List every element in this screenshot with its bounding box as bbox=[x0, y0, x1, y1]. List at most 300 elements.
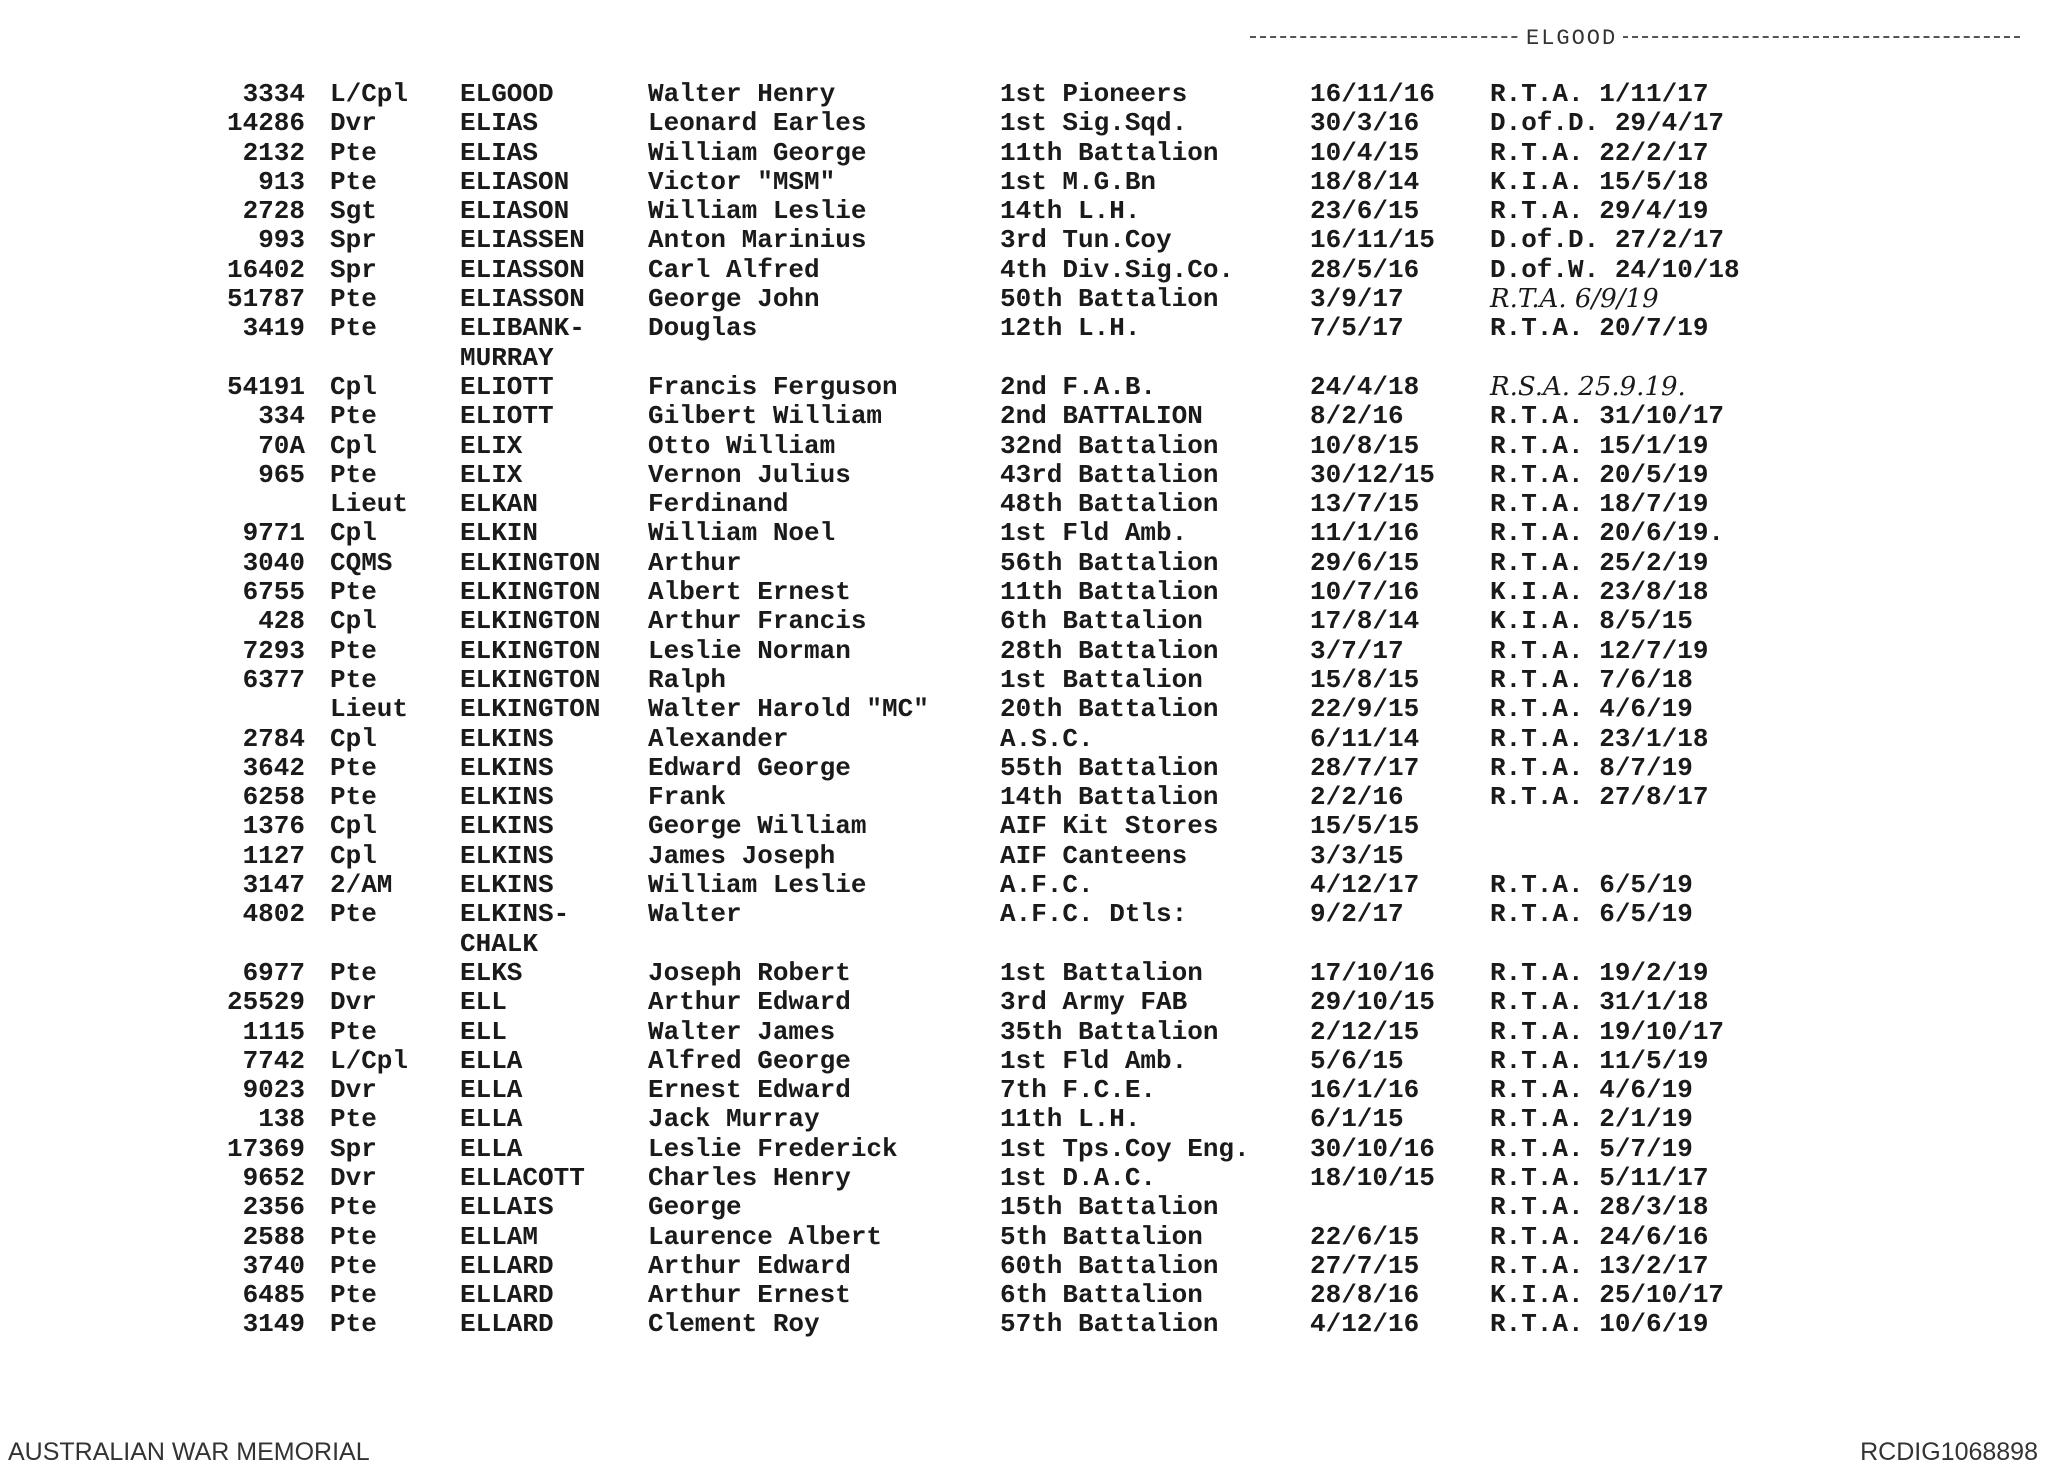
roll-row bbox=[200, 314, 1800, 373]
service-number: 7742 bbox=[242, 1045, 305, 1076]
roll-row bbox=[200, 432, 1800, 461]
given-names: Leonard Earles bbox=[648, 108, 867, 139]
roll-row bbox=[200, 461, 1800, 490]
fate-record: R.T.A. 10/6/19 bbox=[1490, 1309, 1709, 1340]
roll-row bbox=[200, 695, 1800, 724]
surname: ELKAN bbox=[460, 489, 539, 520]
roll-row bbox=[200, 1105, 1800, 1134]
roll-row bbox=[200, 725, 1800, 754]
given-names: Leslie Frederick bbox=[648, 1133, 898, 1164]
unit: 1st Tps.Coy Eng. bbox=[1000, 1133, 1250, 1164]
roll-row bbox=[200, 285, 1800, 314]
surname: ELLARD bbox=[460, 1309, 554, 1340]
enlistment-date: 6/11/14 bbox=[1310, 723, 1420, 754]
surname: ELLA bbox=[460, 1133, 523, 1164]
surname: ELLACOTT bbox=[460, 1162, 585, 1193]
footer-record-id: RCDIG1068898 bbox=[1860, 1438, 2038, 1466]
unit: 3rd Army FAB bbox=[1000, 987, 1188, 1018]
given-names: Albert Ernest bbox=[648, 577, 851, 608]
fate-record: R.T.A. 23/1/18 bbox=[1490, 723, 1709, 754]
surname: ELIASSON bbox=[460, 284, 585, 315]
service-number: 1115 bbox=[242, 1016, 305, 1047]
given-names: Clement Roy bbox=[648, 1309, 820, 1340]
enlistment-date: 16/11/15 bbox=[1310, 225, 1435, 256]
rank: Cpl bbox=[330, 518, 377, 549]
fate-record: R.T.A. 6/5/19 bbox=[1490, 899, 1693, 930]
fate-record: R.T.A. 7/6/18 bbox=[1490, 664, 1693, 695]
service-number: 6258 bbox=[242, 782, 305, 813]
given-names: Carl Alfred bbox=[648, 254, 820, 285]
given-names: Arthur Edward bbox=[648, 1250, 851, 1281]
enlistment-date: 15/8/15 bbox=[1310, 664, 1420, 695]
surname: ELIX bbox=[460, 430, 523, 461]
fate-record: K.I.A. 15/5/18 bbox=[1490, 166, 1709, 197]
surname: ELKINGTON bbox=[460, 694, 601, 725]
rank: Pte bbox=[330, 1309, 377, 1340]
service-number: 17369 bbox=[226, 1133, 305, 1164]
enlistment-date: 4/12/16 bbox=[1310, 1309, 1420, 1340]
unit: A.S.C. bbox=[1000, 723, 1094, 754]
surname: ELLAIS bbox=[460, 1192, 554, 1223]
rank: Pte bbox=[330, 1221, 377, 1252]
enlistment-date: 5/6/15 bbox=[1310, 1045, 1404, 1076]
service-number: 138 bbox=[258, 1104, 305, 1135]
surname: ELLARD bbox=[460, 1250, 554, 1281]
rank: L/Cpl bbox=[330, 79, 409, 109]
service-number: 428 bbox=[258, 606, 305, 637]
surname: ELIASSEN bbox=[460, 225, 585, 256]
fate-record: D.of.D. 27/2/17 bbox=[1490, 225, 1725, 256]
service-number: 9023 bbox=[242, 1075, 305, 1106]
service-number: 2588 bbox=[242, 1221, 305, 1252]
fate-record: R.T.A. 13/2/17 bbox=[1490, 1250, 1709, 1281]
unit: 1st Fld Amb. bbox=[1000, 1045, 1188, 1076]
surname: ELLARD bbox=[460, 1280, 554, 1311]
given-names: Gilbert William bbox=[648, 401, 883, 432]
surname: ELKINS bbox=[460, 723, 554, 754]
surname: ELKINGTON bbox=[460, 664, 601, 695]
roll-row bbox=[200, 139, 1800, 168]
service-number: 6485 bbox=[242, 1280, 305, 1311]
nominal-roll-list bbox=[200, 80, 1800, 1360]
unit: 6th Battalion bbox=[1000, 606, 1203, 637]
service-number: 913 bbox=[258, 166, 305, 197]
rank: Pte bbox=[330, 313, 377, 344]
fate-record: R.T.A. 4/6/19 bbox=[1490, 694, 1693, 725]
roll-row bbox=[200, 519, 1800, 548]
rank: Pte bbox=[330, 166, 377, 197]
unit: 5th Battalion bbox=[1000, 1221, 1203, 1252]
roll-row bbox=[200, 168, 1800, 197]
fate-record: K.I.A. 23/8/18 bbox=[1490, 577, 1709, 608]
fate-record: R.T.A. 5/7/19 bbox=[1490, 1133, 1693, 1164]
roll-row bbox=[200, 402, 1800, 431]
surname: ELIOTT bbox=[460, 401, 554, 432]
rank: Pte bbox=[330, 1016, 377, 1047]
unit: 1st Battalion bbox=[1000, 664, 1203, 695]
roll-row bbox=[200, 1164, 1800, 1193]
enlistment-date: 30/12/15 bbox=[1310, 459, 1435, 490]
surname: ELIAS bbox=[460, 137, 539, 168]
enlistment-date: 28/8/16 bbox=[1310, 1280, 1420, 1311]
given-names: Walter Henry bbox=[648, 79, 836, 109]
fate-record: R.T.A. 22/2/17 bbox=[1490, 137, 1709, 168]
service-number: 9652 bbox=[242, 1162, 305, 1193]
surname: ELKINS- CHALK bbox=[460, 899, 570, 959]
service-number: 334 bbox=[258, 401, 305, 432]
service-number: 3147 bbox=[242, 870, 305, 901]
rank: Cpl bbox=[330, 430, 377, 461]
fate-record: R.T.A. 20/7/19 bbox=[1490, 313, 1709, 344]
enlistment-date: 10/8/15 bbox=[1310, 430, 1420, 461]
service-number: 16402 bbox=[226, 254, 305, 285]
unit: 1st Sig.Sqd. bbox=[1000, 108, 1188, 139]
given-names: Alexander bbox=[648, 723, 789, 754]
rank: Pte bbox=[330, 899, 377, 930]
given-names: Edward George bbox=[648, 752, 851, 783]
enlistment-date: 22/9/15 bbox=[1310, 694, 1420, 725]
enlistment-date: 16/1/16 bbox=[1310, 1075, 1420, 1106]
given-names: Victor "MSM" bbox=[648, 166, 836, 197]
fate-record: R.T.A. 27/8/17 bbox=[1490, 782, 1709, 813]
surname: ELL bbox=[460, 987, 507, 1018]
service-number: 2132 bbox=[242, 137, 305, 168]
rank: Pte bbox=[330, 577, 377, 608]
unit: 28th Battalion bbox=[1000, 635, 1219, 666]
unit: 3rd Tun.Coy bbox=[1000, 225, 1172, 256]
unit: 56th Battalion bbox=[1000, 547, 1219, 578]
enlistment-date: 8/2/16 bbox=[1310, 401, 1404, 432]
surname: ELKINS bbox=[460, 870, 554, 901]
rank: CQMS bbox=[330, 547, 393, 578]
roll-row bbox=[200, 812, 1800, 841]
enlistment-date: 24/4/18 bbox=[1310, 371, 1420, 402]
enlistment-date: 28/7/17 bbox=[1310, 752, 1420, 783]
enlistment-date: 6/1/15 bbox=[1310, 1104, 1404, 1135]
enlistment-date: 17/8/14 bbox=[1310, 606, 1420, 637]
enlistment-date: 9/2/17 bbox=[1310, 899, 1404, 930]
rank: Dvr bbox=[330, 987, 377, 1018]
given-names: William Noel bbox=[648, 518, 836, 549]
enlistment-date: 3/3/15 bbox=[1310, 840, 1404, 871]
roll-row bbox=[200, 783, 1800, 812]
surname: ELLA bbox=[460, 1075, 523, 1106]
given-names: Charles Henry bbox=[648, 1162, 851, 1193]
enlistment-date: 23/6/15 bbox=[1310, 196, 1420, 227]
fate-record: R.T.A. 12/7/19 bbox=[1490, 635, 1709, 666]
enlistment-date: 27/7/15 bbox=[1310, 1250, 1420, 1281]
unit: A.F.C. bbox=[1000, 870, 1094, 901]
enlistment-date: 3/9/17 bbox=[1310, 284, 1404, 315]
surname: ELKINS bbox=[460, 811, 554, 842]
enlistment-date: 30/3/16 bbox=[1310, 108, 1420, 139]
given-names: Alfred George bbox=[648, 1045, 851, 1076]
rank: Cpl bbox=[330, 723, 377, 754]
given-names: Douglas bbox=[648, 313, 758, 344]
fate-record: R.T.A. 6/9/19 bbox=[1490, 284, 1659, 315]
rank: Pte bbox=[330, 1192, 377, 1223]
roll-row bbox=[200, 226, 1800, 255]
unit: 12th L.H. bbox=[1000, 313, 1141, 344]
service-number: 2356 bbox=[242, 1192, 305, 1223]
enlistment-date: 2/2/16 bbox=[1310, 782, 1404, 813]
fate-record: R.T.A. 6/5/19 bbox=[1490, 870, 1693, 901]
rank: Dvr bbox=[330, 108, 377, 139]
given-names: Leslie Norman bbox=[648, 635, 851, 666]
unit: 20th Battalion bbox=[1000, 694, 1219, 725]
rank: Pte bbox=[330, 401, 377, 432]
rank: Pte bbox=[330, 284, 377, 315]
service-number: 6755 bbox=[242, 577, 305, 608]
enlistment-date: 10/7/16 bbox=[1310, 577, 1420, 608]
service-number: 9771 bbox=[242, 518, 305, 549]
rank: Pte bbox=[330, 752, 377, 783]
fate-record: K.I.A. 8/5/15 bbox=[1490, 606, 1693, 637]
enlistment-date: 15/5/15 bbox=[1310, 811, 1420, 842]
service-number: 7293 bbox=[242, 635, 305, 666]
rank: 2/AM bbox=[330, 870, 393, 901]
fate-record: D.of.W. 24/10/18 bbox=[1490, 254, 1740, 285]
rank: Cpl bbox=[330, 811, 377, 842]
fate-record: R.T.A. 4/6/19 bbox=[1490, 1075, 1693, 1106]
service-number: 3642 bbox=[242, 752, 305, 783]
unit: 48th Battalion bbox=[1000, 489, 1219, 520]
unit: 1st Pioneers bbox=[1000, 79, 1188, 109]
given-names: Ernest Edward bbox=[648, 1075, 851, 1106]
roll-row bbox=[200, 578, 1800, 607]
service-number: 6977 bbox=[242, 957, 305, 988]
given-names: William Leslie bbox=[648, 870, 867, 901]
unit: 14th L.H. bbox=[1000, 196, 1141, 227]
fate-record: R.S.A. 25.9.19. bbox=[1490, 371, 1686, 402]
given-names: Arthur Edward bbox=[648, 987, 851, 1018]
roll-row bbox=[200, 900, 1800, 959]
rank: Sgt bbox=[330, 196, 377, 227]
enlistment-date: 10/4/15 bbox=[1310, 137, 1420, 168]
given-names: Otto William bbox=[648, 430, 836, 461]
service-number: 3740 bbox=[242, 1250, 305, 1281]
roll-row bbox=[200, 373, 1800, 402]
enlistment-date: 7/5/17 bbox=[1310, 313, 1404, 344]
roll-row bbox=[200, 842, 1800, 871]
enlistment-date: 18/8/14 bbox=[1310, 166, 1420, 197]
surname: ELL bbox=[460, 1016, 507, 1047]
surname: ELKINGTON bbox=[460, 577, 601, 608]
given-names: Anton Marinius bbox=[648, 225, 867, 256]
roll-row bbox=[200, 490, 1800, 519]
enlistment-date: 3/7/17 bbox=[1310, 635, 1404, 666]
given-names: Francis Ferguson bbox=[648, 371, 898, 402]
service-number: 965 bbox=[258, 459, 305, 490]
service-number: 54191 bbox=[226, 371, 305, 402]
surname: ELLAM bbox=[460, 1221, 539, 1252]
rank: Pte bbox=[330, 1280, 377, 1311]
enlistment-date: 18/10/15 bbox=[1310, 1162, 1435, 1193]
service-number: 3419 bbox=[242, 313, 305, 344]
unit: 7th F.C.E. bbox=[1000, 1075, 1157, 1106]
unit: 60th Battalion bbox=[1000, 1250, 1219, 1281]
enlistment-date: 22/6/15 bbox=[1310, 1221, 1420, 1252]
unit: 1st Fld Amb. bbox=[1000, 518, 1188, 549]
unit: 1st D.A.C. bbox=[1000, 1162, 1157, 1193]
unit: 15th Battalion bbox=[1000, 1192, 1219, 1223]
roll-row bbox=[200, 1193, 1800, 1222]
service-number: 6377 bbox=[242, 664, 305, 695]
roll-row bbox=[200, 197, 1800, 226]
surname: ELKINGTON bbox=[460, 635, 601, 666]
roll-row bbox=[200, 637, 1800, 666]
rank: Lieut bbox=[330, 694, 409, 725]
unit: 11th L.H. bbox=[1000, 1104, 1141, 1135]
service-number: 25529 bbox=[226, 987, 305, 1018]
fate-record: R.T.A. 25/2/19 bbox=[1490, 547, 1709, 578]
unit: 14th Battalion bbox=[1000, 782, 1219, 813]
page-header bbox=[1250, 22, 2030, 52]
service-number: 3040 bbox=[242, 547, 305, 578]
given-names: Walter bbox=[648, 899, 742, 930]
rank: Pte bbox=[330, 957, 377, 988]
unit: AIF Canteens bbox=[1000, 840, 1188, 871]
fate-record: D.of.D. 29/4/17 bbox=[1490, 108, 1725, 139]
fate-record: R.T.A. 20/6/19. bbox=[1490, 518, 1725, 549]
rank: Pte bbox=[330, 782, 377, 813]
given-names: George John bbox=[648, 284, 820, 315]
rank: Pte bbox=[330, 1104, 377, 1135]
unit: 32nd Battalion bbox=[1000, 430, 1219, 461]
enlistment-date: 2/12/15 bbox=[1310, 1016, 1420, 1047]
rank: Dvr bbox=[330, 1075, 377, 1106]
surname: ELKINGTON bbox=[460, 606, 601, 637]
given-names: William Leslie bbox=[648, 196, 867, 227]
fate-record: R.T.A. 24/6/16 bbox=[1490, 1221, 1709, 1252]
header-surname-index: ELGOOD bbox=[1520, 26, 1623, 51]
rank: Cpl bbox=[330, 371, 377, 402]
unit: 11th Battalion bbox=[1000, 137, 1219, 168]
fate-record: R.T.A. 11/5/19 bbox=[1490, 1045, 1709, 1076]
service-number: 70A bbox=[258, 430, 305, 461]
service-number: 3334 bbox=[242, 79, 305, 109]
rank: Pte bbox=[330, 635, 377, 666]
roll-row bbox=[200, 1281, 1800, 1310]
unit: AIF Kit Stores bbox=[1000, 811, 1219, 842]
unit: A.F.C. Dtls: bbox=[1000, 899, 1188, 930]
rank: Spr bbox=[330, 225, 377, 256]
unit: 57th Battalion bbox=[1000, 1309, 1219, 1340]
rank: Pte bbox=[330, 459, 377, 490]
given-names: George William bbox=[648, 811, 867, 842]
header-dashed-rule bbox=[1250, 36, 2020, 38]
fate-record: R.T.A. 31/1/18 bbox=[1490, 987, 1709, 1018]
surname: ELIAS bbox=[460, 108, 539, 139]
roll-row bbox=[200, 80, 1800, 109]
rank: Spr bbox=[330, 254, 377, 285]
surname: ELKIN bbox=[460, 518, 539, 549]
unit: 43rd Battalion bbox=[1000, 459, 1219, 490]
rank: Lieut bbox=[330, 489, 409, 520]
rank: Pte bbox=[330, 1250, 377, 1281]
service-number: 2784 bbox=[242, 723, 305, 754]
fate-record: R.T.A. 2/1/19 bbox=[1490, 1104, 1693, 1135]
given-names: William George bbox=[648, 137, 867, 168]
roll-row bbox=[200, 1047, 1800, 1076]
rank: L/Cpl bbox=[330, 1045, 409, 1076]
surname: ELKINS bbox=[460, 752, 554, 783]
fate-record: R.T.A. 29/4/19 bbox=[1490, 196, 1709, 227]
fate-record: R.T.A. 15/1/19 bbox=[1490, 430, 1709, 461]
unit: 6th Battalion bbox=[1000, 1280, 1203, 1311]
roll-row bbox=[200, 1252, 1800, 1281]
given-names: George bbox=[648, 1192, 742, 1223]
unit: 11th Battalion bbox=[1000, 577, 1219, 608]
roll-row bbox=[200, 666, 1800, 695]
surname: ELIASSON bbox=[460, 254, 585, 285]
surname: ELIASON bbox=[460, 166, 570, 197]
fate-record: R.T.A. 28/3/18 bbox=[1490, 1192, 1709, 1223]
roll-row bbox=[200, 256, 1800, 285]
roll-row bbox=[200, 109, 1800, 138]
roll-row bbox=[200, 959, 1800, 988]
service-number: 1376 bbox=[242, 811, 305, 842]
roll-row bbox=[200, 1018, 1800, 1047]
fate-record: R.T.A. 20/5/19 bbox=[1490, 459, 1709, 490]
service-number: 51787 bbox=[226, 284, 305, 315]
enlistment-date: 29/10/15 bbox=[1310, 987, 1435, 1018]
unit: 1st Battalion bbox=[1000, 957, 1203, 988]
service-number: 14286 bbox=[226, 108, 305, 139]
unit: 1st M.G.Bn bbox=[1000, 166, 1157, 197]
rank: Spr bbox=[330, 1133, 377, 1164]
given-names: Vernon Julius bbox=[648, 459, 851, 490]
enlistment-date: 4/12/17 bbox=[1310, 870, 1420, 901]
fate-record: R.T.A. 1/11/17 bbox=[1490, 79, 1709, 109]
fate-record: R.T.A. 19/10/17 bbox=[1490, 1016, 1725, 1047]
given-names: Joseph Robert bbox=[648, 957, 851, 988]
surname: ELIX bbox=[460, 459, 523, 490]
given-names: Ralph bbox=[648, 664, 727, 695]
rank: Pte bbox=[330, 137, 377, 168]
fate-record: R.T.A. 5/11/17 bbox=[1490, 1162, 1709, 1193]
enlistment-date: 11/1/16 bbox=[1310, 518, 1420, 549]
roll-row bbox=[200, 1135, 1800, 1164]
unit: 35th Battalion bbox=[1000, 1016, 1219, 1047]
unit: 2nd F.A.B. bbox=[1000, 371, 1157, 402]
enlistment-date: 13/7/15 bbox=[1310, 489, 1420, 520]
given-names: Walter Harold "MC" bbox=[648, 694, 929, 725]
fate-record: R.T.A. 8/7/19 bbox=[1490, 752, 1693, 783]
given-names: Arthur bbox=[648, 547, 742, 578]
enlistment-date: 30/10/16 bbox=[1310, 1133, 1435, 1164]
surname: ELKS bbox=[460, 957, 523, 988]
roll-row bbox=[200, 549, 1800, 578]
surname: ELKINS bbox=[460, 782, 554, 813]
rank: Cpl bbox=[330, 606, 377, 637]
roll-row bbox=[200, 1310, 1800, 1339]
unit: 2nd BATTALION bbox=[1000, 401, 1203, 432]
surname: ELKINS bbox=[460, 840, 554, 871]
roll-row bbox=[200, 871, 1800, 900]
given-names: Jack Murray bbox=[648, 1104, 820, 1135]
roll-row bbox=[200, 988, 1800, 1017]
unit: 50th Battalion bbox=[1000, 284, 1219, 315]
enlistment-date: 28/5/16 bbox=[1310, 254, 1420, 285]
surname: ELIOTT bbox=[460, 371, 554, 402]
unit: 4th Div.Sig.Co. bbox=[1000, 254, 1235, 285]
given-names: Arthur Francis bbox=[648, 606, 867, 637]
roll-row bbox=[200, 607, 1800, 636]
fate-record: R.T.A. 31/10/17 bbox=[1490, 401, 1725, 432]
surname: ELKINGTON bbox=[460, 547, 601, 578]
fate-record: R.T.A. 18/7/19 bbox=[1490, 489, 1709, 520]
